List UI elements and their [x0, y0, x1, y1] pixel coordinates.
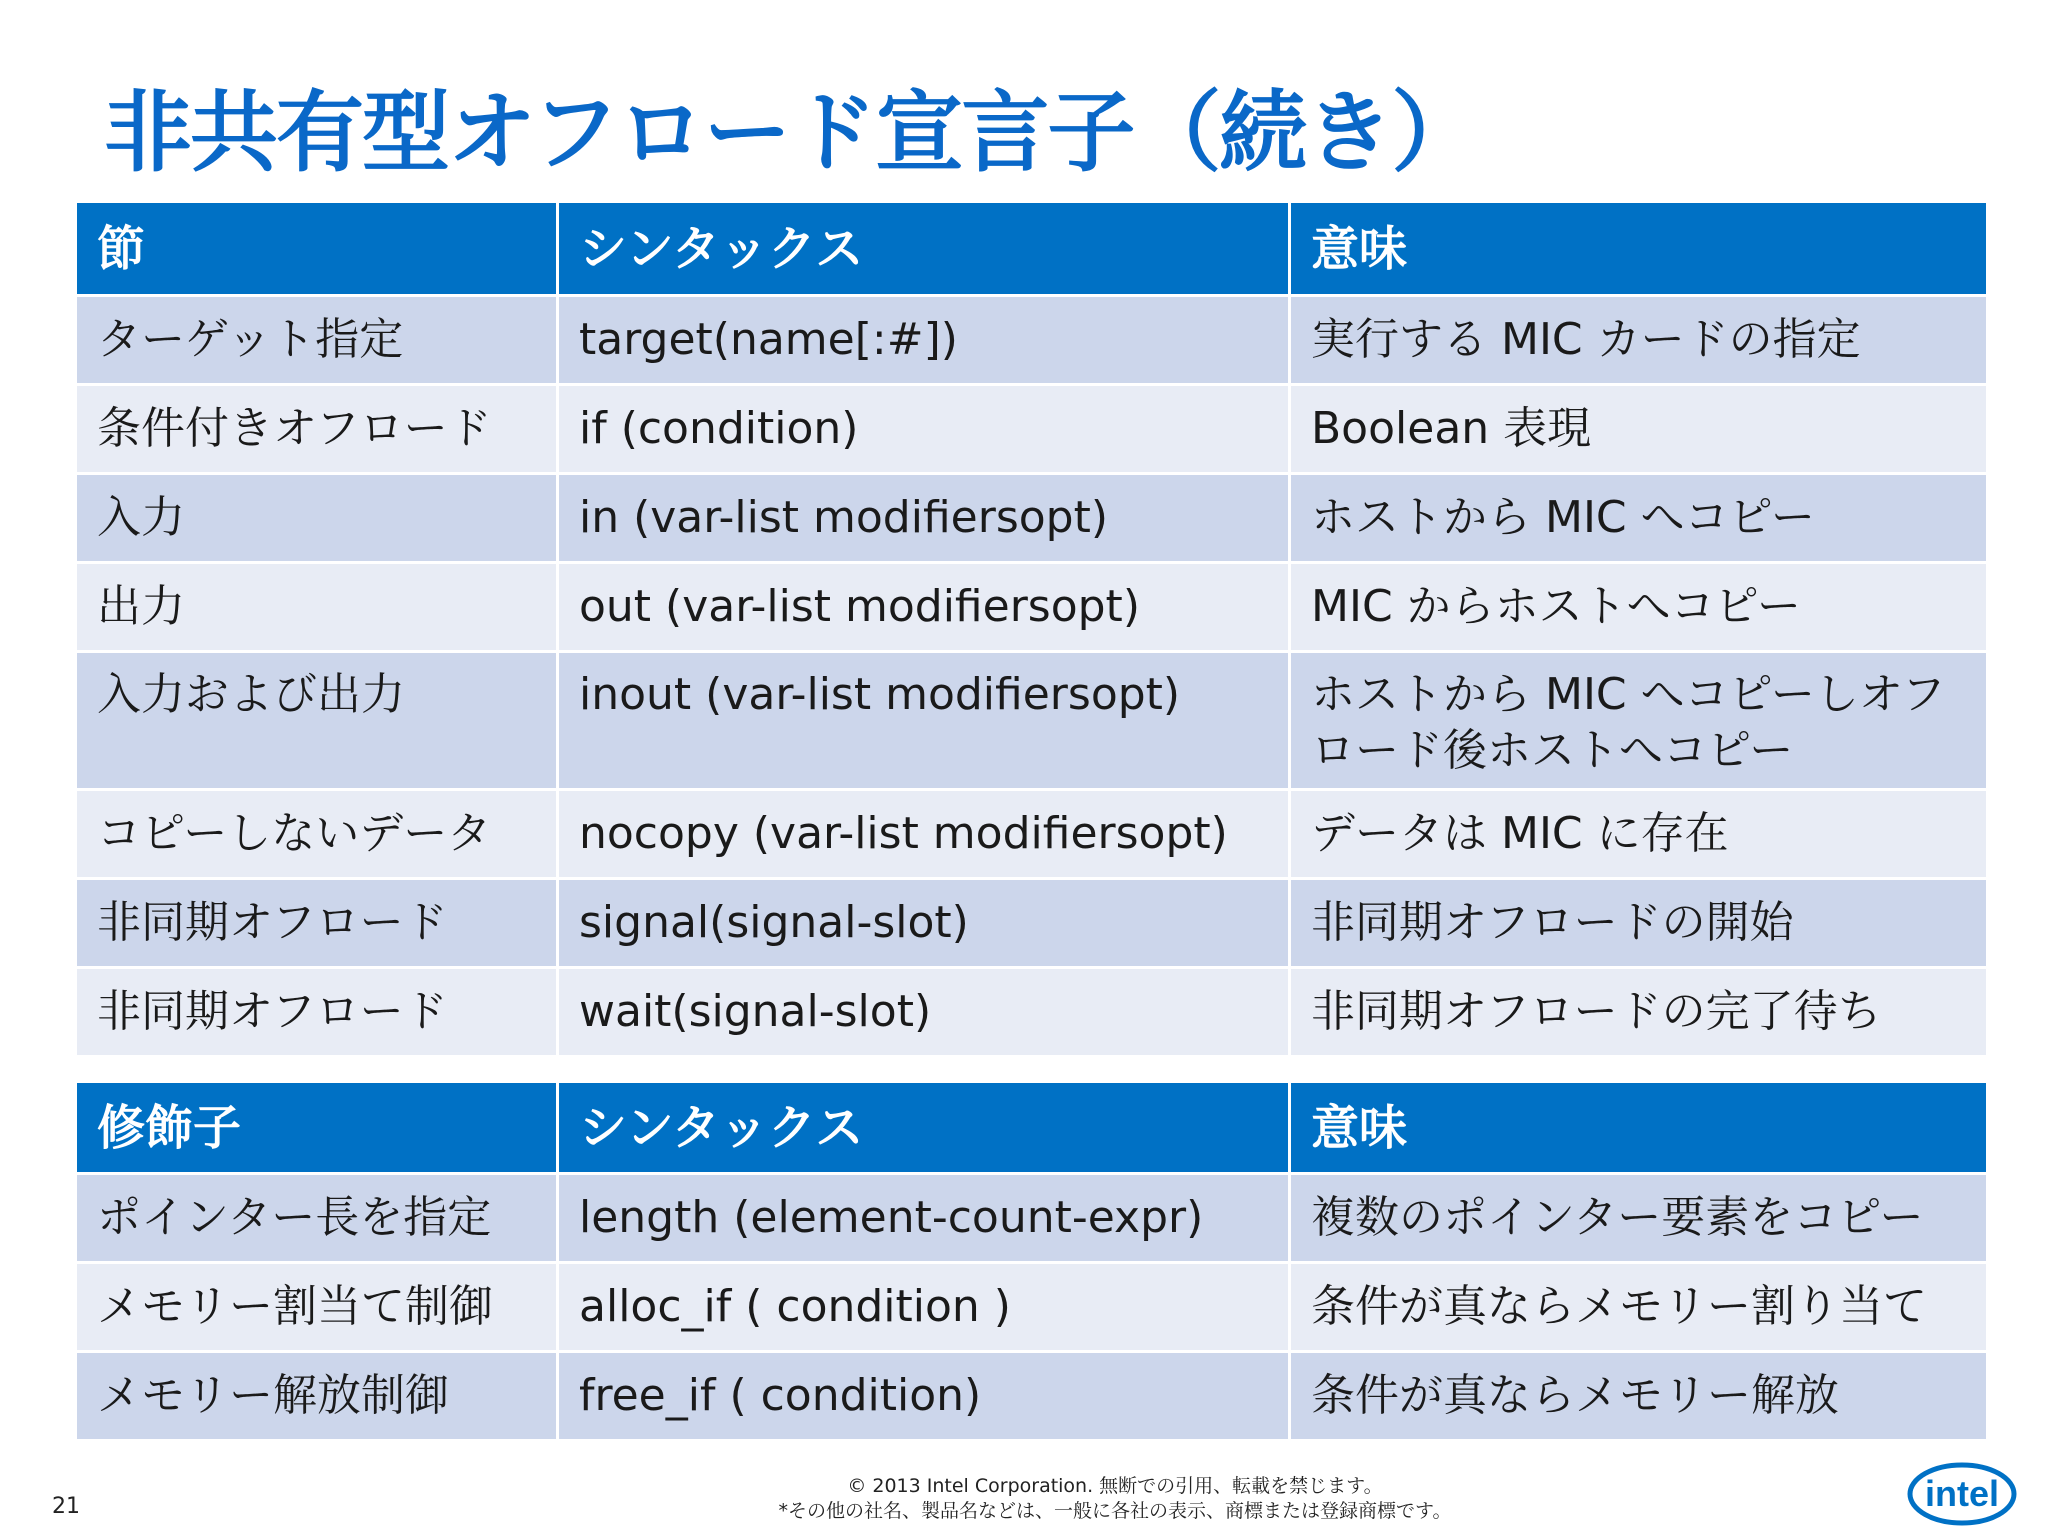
meaning-cell: 非同期オフロードの完了待ち	[1290, 968, 1988, 1057]
clause-cell: メモリー割当て制御	[76, 1263, 558, 1352]
table-header-row	[76, 202, 1988, 296]
meaning-cell: 複数のポインター要素をコピー	[1290, 1174, 1988, 1263]
meaning-cell: 非同期オフロードの開始	[1290, 879, 1988, 968]
table-row	[76, 296, 1988, 385]
syntax-cell: wait(signal-slot)	[558, 968, 1290, 1057]
meaning-cell: MIC からホストへコピー	[1290, 563, 1988, 652]
syntax-cell: if (condition)	[558, 385, 1290, 474]
table-row	[76, 474, 1988, 563]
clause-cell: 入力および出力	[76, 652, 558, 790]
syntax-cell: length (element-count-expr)	[558, 1174, 1290, 1263]
syntax-cell: free_if ( condition)	[558, 1352, 1290, 1441]
table-row	[76, 790, 1988, 879]
header-syntax: シンタックス	[558, 202, 1290, 296]
header-modifier: 修飾子	[76, 1082, 558, 1174]
meaning-cell: データは MIC に存在	[1290, 790, 1988, 879]
header-clause: 節	[76, 202, 558, 296]
meaning-cell: 実行する MIC カードの指定	[1290, 296, 1988, 385]
syntax-cell: signal(signal-slot)	[558, 879, 1290, 968]
logo-wordmark: intel	[1924, 1473, 2000, 1514]
table-row	[76, 968, 1988, 1057]
table-row	[76, 563, 1988, 652]
table-header-row	[76, 1082, 1988, 1174]
clause-cell: 非同期オフロード	[76, 879, 558, 968]
table-row	[76, 1352, 1988, 1441]
table-row	[76, 1263, 1988, 1352]
table-row	[76, 879, 1988, 968]
header-meaning: 意味	[1290, 1082, 1988, 1174]
modifiers-table	[74, 1080, 1989, 1442]
meaning-cell: ホストから MIC へコピーしオフロード後ホストへコピー	[1290, 652, 1988, 790]
meaning-cell: ホストから MIC へコピー	[1290, 474, 1988, 563]
syntax-cell: alloc_if ( condition )	[558, 1263, 1290, 1352]
intel-logo	[1906, 1456, 2018, 1528]
syntax-cell: target(name[:#])	[558, 296, 1290, 385]
clause-cell: ポインター長を指定	[76, 1174, 558, 1263]
clause-cell: ターゲット指定	[76, 296, 558, 385]
clause-cell: 出力	[76, 563, 558, 652]
clauses-table	[74, 200, 1989, 1058]
table-row	[76, 1174, 1988, 1263]
syntax-cell: inout (var-list modifiersopt)	[558, 652, 1290, 790]
header-meaning: 意味	[1290, 202, 1988, 296]
syntax-cell: out (var-list modifiersopt)	[558, 563, 1290, 652]
table-row	[76, 385, 1988, 474]
trademark-line: *その他の社名、製品名などは、一般に各社の表示、商標または登録商標です。	[778, 1500, 1452, 1522]
clause-cell: メモリー解放制御	[76, 1352, 558, 1441]
header-syntax: シンタックス	[558, 1082, 1290, 1174]
syntax-cell: nocopy (var-list modifiersopt)	[558, 790, 1290, 879]
footer	[500, 1474, 1730, 1524]
clause-cell: コピーしないデータ	[76, 790, 558, 879]
copyright-line: © 2013 Intel Corporation. 無断での引用、転載を禁じます。	[847, 1475, 1383, 1497]
table-row	[76, 652, 1988, 790]
clause-cell: 入力	[76, 474, 558, 563]
page-title: 非共有型オフロード宣言子（続き）	[104, 81, 1478, 184]
clause-cell: 条件付きオフロード	[76, 385, 558, 474]
clause-cell: 非同期オフロード	[76, 968, 558, 1057]
meaning-cell: 条件が真ならメモリー解放	[1290, 1352, 1988, 1441]
slide-number: 21	[52, 1494, 80, 1519]
syntax-cell: in (var-list modifiersopt)	[558, 474, 1290, 563]
meaning-cell: Boolean 表現	[1290, 385, 1988, 474]
meaning-cell: 条件が真ならメモリー割り当て	[1290, 1263, 1988, 1352]
